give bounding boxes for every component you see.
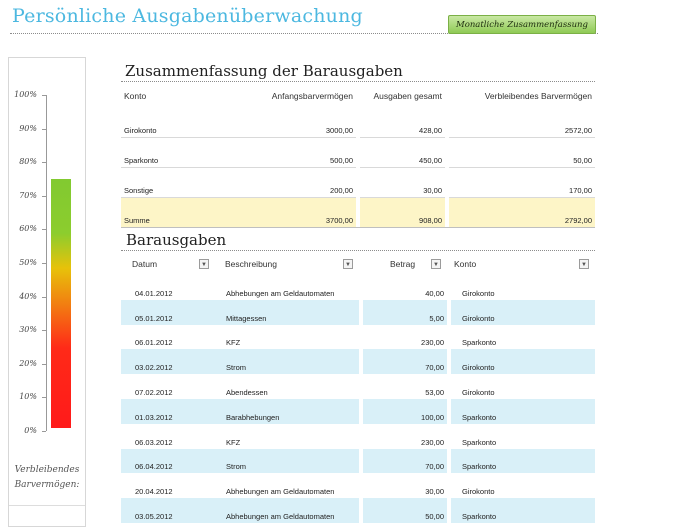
cell-total-expenses: 30,00 [360, 168, 445, 198]
cell-remaining-cash: 2572,00 [449, 108, 595, 138]
cell-date: 06.03.2012 [135, 437, 173, 447]
cell-account: Sparkonto [451, 449, 595, 474]
cell-account: Sparkonto [451, 399, 595, 424]
cell-date: 01.03.2012 [121, 399, 215, 424]
cash-header-description-label: Beschreibung [225, 259, 277, 269]
cell-amount: 5,00 [363, 300, 447, 325]
cash-header-amount-label: Betrag [390, 259, 416, 269]
cash-expense-row [121, 473, 595, 498]
cell-description: Strom [215, 349, 359, 374]
gauge-tick [42, 397, 46, 398]
gauge-tick [42, 95, 46, 96]
cell-opening-cash: 200,00 [216, 168, 356, 198]
gauge-axis [46, 95, 47, 431]
gauge-tick-label: 80% [19, 157, 37, 167]
cash-header-amount [363, 253, 447, 275]
summary-header-opening: Anfangsbarvermögen [271, 91, 353, 101]
cash-header-account-label: Konto [454, 259, 477, 269]
cell-date: 07.02.2012 [135, 387, 173, 397]
summary-header-row [121, 84, 595, 108]
cell-remaining-cash: 50,00 [449, 138, 595, 168]
gauge-tick-label: 20% [19, 358, 37, 368]
cell-date: 05.01.2012 [121, 300, 215, 325]
cell-total-expenses: 428,00 [360, 108, 445, 138]
summary-row [121, 108, 595, 138]
cell-amount: 70,00 [363, 449, 447, 474]
cell-account: Girokonto [451, 349, 595, 374]
cash-expense-row [121, 300, 595, 325]
summary-header-remaining: Verbleibendes Barvermögen [484, 91, 592, 101]
cash-header-description [215, 253, 359, 275]
cash-header-date [121, 253, 215, 275]
gauge-label-line-2: Barvermögen: [14, 480, 80, 490]
gauge-tick-label: 90% [19, 123, 37, 133]
cell-date: 03.05.2012 [121, 498, 215, 523]
cell-opening-cash: 500,00 [216, 138, 356, 168]
cash-header-date-label: Datum [132, 259, 158, 269]
summary-row [121, 168, 595, 198]
amount-filter-dropdown-icon[interactable]: ▼ [431, 259, 441, 269]
cash-expenses-heading: Barausgaben [126, 231, 227, 249]
gauge-tick [42, 364, 46, 365]
summary-header-account: Konto [124, 91, 147, 101]
cell-account: Girokonto [462, 487, 495, 497]
cash-expense-row [121, 374, 595, 399]
cell-amount: 53,00 [425, 387, 444, 397]
cell-amount: 230,00 [421, 437, 444, 447]
cell-amount: 230,00 [421, 338, 444, 348]
gauge-tick [42, 297, 46, 298]
cash-expense-row [121, 449, 595, 474]
cell-amount: 40,00 [425, 288, 444, 298]
cash-expense-row [121, 399, 595, 424]
cell-opening-cash: 3000,00 [216, 108, 356, 138]
gauge-tick-label: 10% [19, 392, 37, 402]
gauge-bar-track [51, 98, 71, 428]
cell-account: Sonstige [121, 168, 216, 198]
cell-description: Abhebungen am Geldautomaten [226, 288, 335, 298]
gauge-tick [42, 196, 46, 197]
account-filter-dropdown-icon[interactable]: ▼ [579, 259, 589, 269]
cell-date: 06.01.2012 [135, 338, 173, 348]
cash-expense-row [121, 498, 595, 523]
cell-description: KFZ [226, 437, 241, 447]
cell-account: Girokonto [121, 108, 216, 138]
summary-table [121, 84, 595, 228]
gauge-bar-fill [51, 179, 71, 428]
cell-account: Sparkonto [462, 338, 497, 348]
cell-remaining-cash: 170,00 [449, 168, 595, 198]
summary-total-row [121, 198, 595, 228]
cell-description: Abendessen [226, 387, 268, 397]
cash-expense-row [121, 325, 595, 350]
cell-description: Abhebungen am Geldautomaten [215, 498, 359, 523]
gauge-tick [42, 263, 46, 264]
monthly-summary-button[interactable]: Monatliche Zusammenfassung [448, 15, 596, 34]
cell-account: Sparkonto [451, 498, 595, 523]
summary-heading-divider [121, 81, 595, 82]
description-filter-dropdown-icon[interactable]: ▼ [343, 259, 353, 269]
gauge-label [9, 463, 85, 493]
cash-expense-row [121, 424, 595, 449]
gauge-tick-label: 70% [19, 190, 37, 200]
cell-opening-cash: 3700,00 [216, 198, 356, 228]
remaining-cash-gauge [8, 57, 86, 527]
cash-expense-row [121, 275, 595, 300]
cash-expenses-table [121, 253, 595, 523]
gauge-tick-label: 100% [14, 90, 37, 99]
cell-account: Summe [121, 198, 216, 228]
gauge-tick [42, 162, 46, 163]
gauge-tick-label: 60% [19, 224, 37, 234]
cell-date: 06.04.2012 [121, 449, 215, 474]
gauge-tick [42, 330, 46, 331]
cell-total-expenses: 908,00 [360, 198, 445, 228]
cell-account: Sparkonto [462, 437, 497, 447]
cell-date: 20.04.2012 [135, 487, 173, 497]
gauge-tick-label: 40% [19, 291, 37, 301]
gauge-tick-label: 0% [24, 426, 37, 435]
page-title: Persönliche Ausgabenüberwachung [12, 5, 363, 27]
cell-description: Mittagessen [215, 300, 359, 325]
summary-header-expenses: Ausgaben gesamt [373, 91, 442, 101]
cell-remaining-cash: 2792,00 [449, 198, 595, 228]
gauge-tick [42, 129, 46, 130]
gauge-tick-label: 50% [19, 258, 37, 267]
cash-header-row [121, 253, 595, 275]
cash-expense-row [121, 349, 595, 374]
cell-account: Girokonto [451, 300, 595, 325]
cash-header-account [451, 253, 595, 275]
summary-row [121, 138, 595, 168]
cell-amount: 50,00 [363, 498, 447, 523]
gauge-tick-label: 30% [19, 325, 37, 335]
gauge-divider [9, 505, 85, 506]
gauge-label-line-1: Verbleibendes [14, 465, 80, 475]
cell-account: Girokonto [462, 387, 495, 397]
gauge-tick [42, 431, 46, 432]
cell-amount: 30,00 [425, 487, 444, 497]
cell-description: Strom [215, 449, 359, 474]
summary-heading: Zusammenfassung der Barausgaben [125, 62, 403, 80]
cash-heading-divider [121, 250, 595, 251]
cell-date: 03.02.2012 [121, 349, 215, 374]
cell-account: Sparkonto [121, 138, 216, 168]
cell-account: Girokonto [462, 288, 495, 298]
cell-description: Barabhebungen [215, 399, 359, 424]
date-filter-dropdown-icon[interactable]: ▼ [199, 259, 209, 269]
cell-amount: 100,00 [363, 399, 447, 424]
cell-date: 04.01.2012 [135, 288, 173, 298]
gauge-tick [42, 229, 46, 230]
cell-description: KFZ [226, 338, 241, 348]
cell-total-expenses: 450,00 [360, 138, 445, 168]
cell-description: Abhebungen am Geldautomaten [226, 487, 335, 497]
cell-amount: 70,00 [363, 349, 447, 374]
